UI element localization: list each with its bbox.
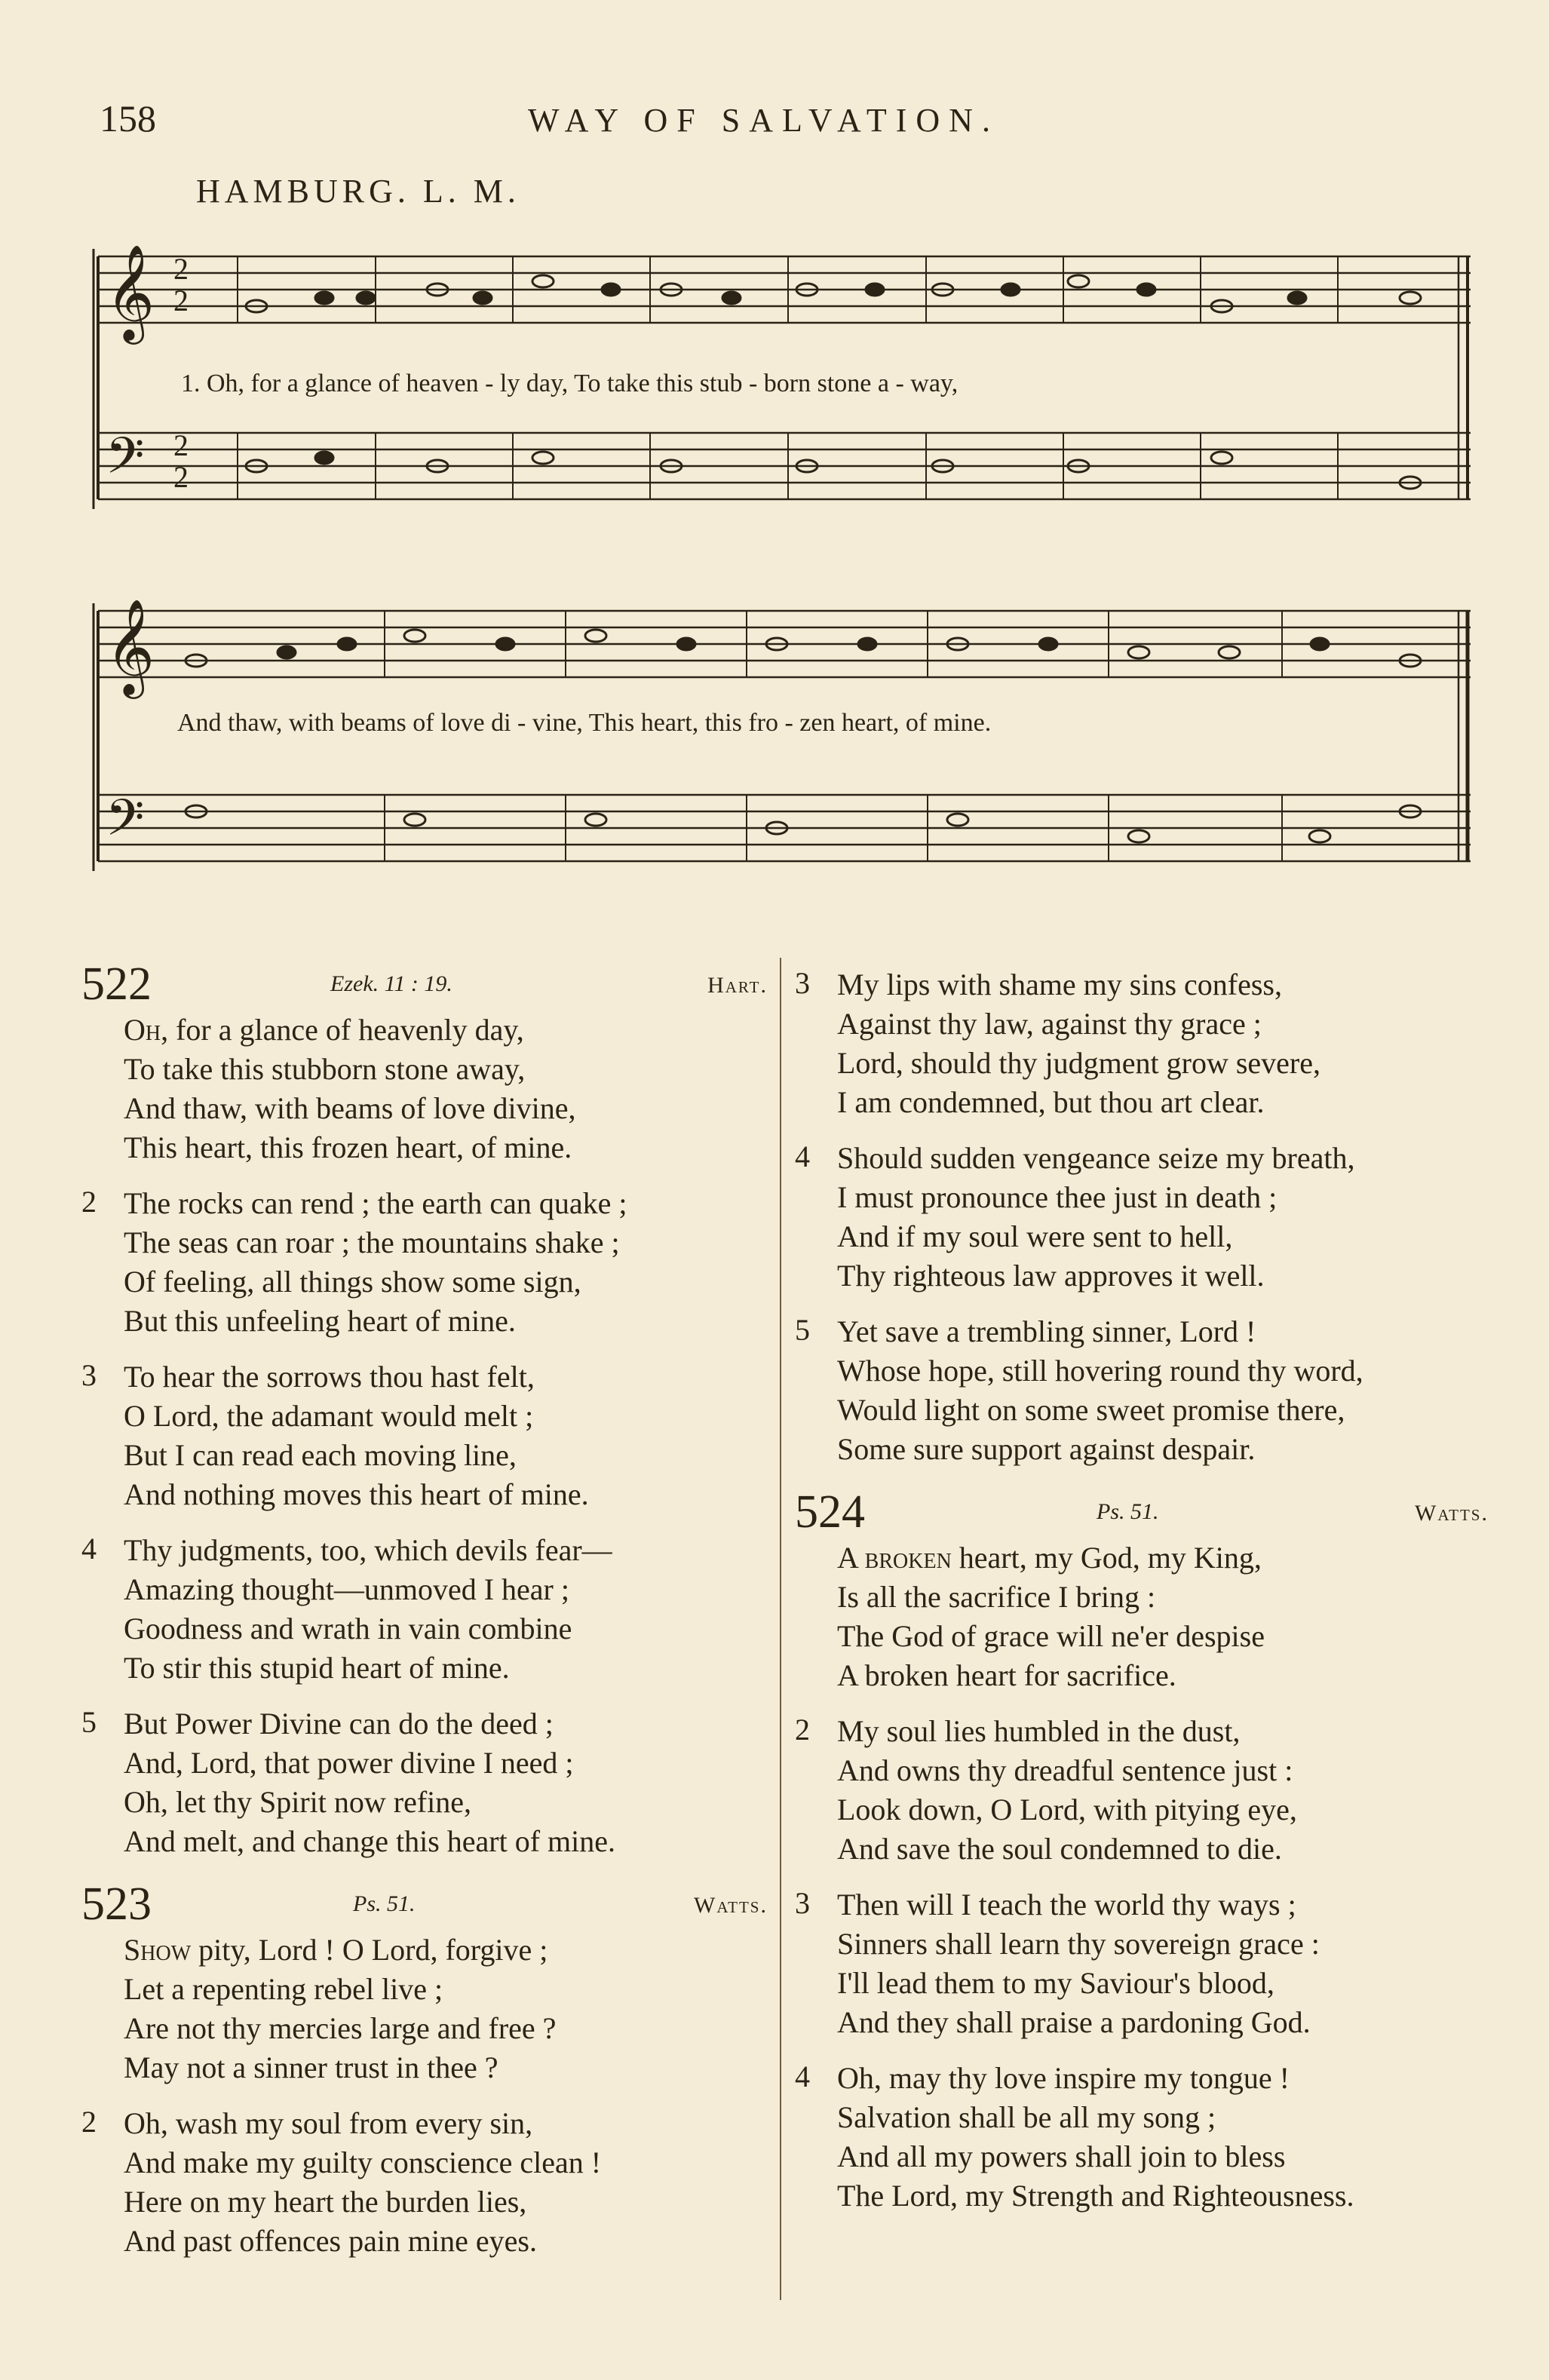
verse-line: And past offences pain mine eyes. (124, 2224, 537, 2258)
stanza-number: 2 (81, 2105, 97, 2139)
right-column (795, 965, 1489, 2232)
stanza (81, 2104, 768, 2261)
stanza (81, 1931, 768, 2087)
stanza (81, 1357, 768, 1514)
stanza (795, 965, 1489, 1122)
verse-line: And nothing moves this heart of mine. (124, 1477, 589, 1511)
verse-line: Should sudden vengeance seize my breath, (837, 1141, 1355, 1175)
hymn-author: Hart. (707, 973, 768, 998)
verse-line: The Lord, my Strength and Righteousness. (837, 2179, 1354, 2213)
verse-line: Oh, may thy love inspire my tongue ! (837, 2061, 1290, 2095)
verse-line: Yet save a trembling sinner, Lord ! (837, 1314, 1256, 1348)
stanza-number: 5 (81, 1705, 97, 1739)
stanza-number: 3 (795, 966, 810, 1000)
stanza (795, 1139, 1489, 1296)
verse-line: And if my soul were sent to hell, (837, 1219, 1233, 1253)
hymn-523-continued (795, 965, 1489, 1469)
lyric-line-1: 1. Oh, for a glance of heaven - ly day, To take this stub - born stone a - way, (181, 370, 959, 397)
svg-text:𝄢: 𝄢 (106, 789, 145, 859)
verse-line: But I can read each moving line, (124, 1438, 517, 1472)
verse-line: This heart, this frozen heart, of mine. (124, 1130, 572, 1164)
hymn-author: Watts. (694, 1893, 768, 1918)
staff-notation-2 (83, 581, 1486, 897)
page-title: WAY OF SALVATION. (528, 102, 999, 139)
verse-line: I must pronounce thee just in death ; (837, 1180, 1278, 1214)
verse-line: A broken heart for sacrifice. (837, 1658, 1176, 1692)
verse-line: May not a sinner trust in thee ? (124, 2050, 498, 2084)
verse-line: The rocks can rend ; the earth can quake ; (124, 1186, 627, 1220)
scripture-reference: Ezek. 11 : 19. (330, 971, 452, 996)
stanza-number: 2 (795, 1713, 810, 1747)
stanza-number: 4 (81, 1532, 97, 1566)
stanza-number: 5 (795, 1313, 810, 1347)
hymn-522 (81, 958, 768, 1861)
stanza (81, 1011, 768, 1167)
verse-line: Against thy law, against thy grace ; (837, 1007, 1262, 1041)
svg-text:2: 2 (173, 284, 189, 317)
verse-line: Goodness and wrath in vain combine (124, 1612, 572, 1645)
verse-line: Then will I teach the world thy ways ; (837, 1888, 1296, 1921)
hymn-number: 522 (81, 958, 152, 1010)
verse-line: My lips with shame my sins confess, (837, 968, 1282, 1001)
verse-line: Lord, should thy judgment grow severe, (837, 1046, 1320, 1080)
verse-line: Look down, O Lord, with pitying eye, (837, 1793, 1297, 1826)
stanza (795, 1885, 1489, 2042)
column-divider (780, 958, 781, 2300)
svg-text:2: 2 (173, 428, 189, 462)
verse-line: Show pity, Lord ! O Lord, forgive ; (124, 1933, 548, 1967)
verse-line: And they shall praise a pardoning God. (837, 2005, 1311, 2039)
svg-text:𝄞: 𝄞 (106, 598, 155, 695)
verse-line: And all my powers shall join to bless (837, 2139, 1286, 2173)
stanza (81, 1531, 768, 1688)
verse-line: To take this stubborn stone away, (124, 1052, 526, 1086)
stanza-number: 2 (81, 1185, 97, 1219)
music-system-2 (83, 581, 1486, 897)
verse-line: And melt, and change this heart of mine. (124, 1824, 616, 1858)
verse-line: Oh, for a glance of heavenly day, (124, 1013, 524, 1047)
verse-line: Are not thy mercies large and free ? (124, 2011, 557, 2045)
svg-text:2: 2 (173, 252, 189, 286)
verse-line: To hear the sorrows thou hast felt, (124, 1360, 535, 1394)
verse-line: The God of grace will ne'er despise (837, 1619, 1265, 1653)
hymn-header (795, 1486, 1489, 1538)
verse-line: The seas can roar ; the mountains shake ; (124, 1225, 620, 1259)
stanza (81, 1704, 768, 1861)
verse-line: Whose hope, still hovering round thy word, (837, 1354, 1363, 1388)
verse-line: Sinners shall learn thy sovereign grace : (837, 1927, 1320, 1961)
verse-line: But Power Divine can do the deed ; (124, 1707, 554, 1741)
verse-line: And owns thy dreadful sentence just : (837, 1753, 1293, 1787)
verse-line: I'll lead them to my Saviour's blood, (837, 1966, 1274, 2000)
verse-line: But this unfeeling heart of mine. (124, 1304, 516, 1338)
verse-line: A broken heart, my God, my King, (837, 1541, 1262, 1575)
verse-line: O Lord, the adamant would melt ; (124, 1399, 534, 1433)
verse-line: Amazing thought—unmoved I hear ; (124, 1572, 569, 1606)
stanza (795, 1712, 1489, 1869)
page-number: 158 (100, 97, 156, 140)
svg-text:𝄞: 𝄞 (106, 244, 155, 340)
verse-line: To stir this stupid heart of mine. (124, 1651, 510, 1685)
hymn-number: 524 (795, 1486, 865, 1538)
verse-line: And save the soul condemned to die. (837, 1832, 1282, 1866)
hymn-524 (795, 1486, 1489, 2216)
verse-line: And, Lord, that power divine I need ; (124, 1746, 574, 1780)
verse-line: Would light on some sweet promise there, (837, 1393, 1345, 1427)
scripture-reference: Ps. 51. (353, 1891, 416, 1916)
hymn-header (81, 958, 768, 1011)
lyric-line-2: And thaw, with beams of love di - vine, This heart, this fro - zen heart, of mine. (177, 709, 992, 737)
left-column (81, 958, 768, 2277)
stanza-number: 3 (795, 1886, 810, 1920)
hymn-number: 523 (81, 1879, 152, 1930)
verse-line: Thy judgments, too, which devils fear— (124, 1533, 612, 1567)
svg-text:𝄢: 𝄢 (106, 427, 145, 497)
verse-line: Thy righteous law approves it well. (837, 1259, 1265, 1293)
verse-line: Some sure support against despair. (837, 1432, 1256, 1466)
verse-line: And make my guilty conscience clean ! (124, 2145, 602, 2179)
page-header (0, 97, 1549, 142)
verse-line: Let a repenting rebel live ; (124, 1972, 443, 2006)
verse-line: Oh, let thy Spirit now refine, (124, 1785, 472, 1819)
stanza-number: 4 (795, 2059, 810, 2093)
scripture-reference: Ps. 51. (1097, 1499, 1159, 1524)
stanza (795, 1538, 1489, 1695)
verse-line: Salvation shall be all my song ; (837, 2100, 1216, 2134)
verse-line: Is all the sacrifice I bring : (837, 1580, 1156, 1614)
verse-line: Oh, wash my soul from every sin, (124, 2106, 533, 2140)
verse-line: Of feeling, all things show some sign, (124, 1265, 581, 1299)
stanza (795, 2059, 1489, 2216)
tune-name: HAMBURG. L. M. (196, 173, 520, 210)
hymn-header (81, 1878, 768, 1931)
verse-line: I am condemned, but thou art clear. (837, 1085, 1265, 1119)
music-system-1 (83, 226, 1486, 543)
stanza (795, 1312, 1489, 1469)
hymn-523 (81, 1878, 768, 2261)
stanza (81, 1184, 768, 1341)
verse-line: My soul lies humbled in the dust, (837, 1714, 1241, 1748)
verse-line: Here on my heart the burden lies, (124, 2185, 527, 2219)
svg-text:2: 2 (173, 460, 189, 494)
stanza-number: 3 (81, 1358, 97, 1392)
stanza-number: 4 (795, 1139, 810, 1173)
verse-line: And thaw, with beams of love divine, (124, 1091, 576, 1125)
hymn-author: Watts. (1415, 1501, 1489, 1526)
